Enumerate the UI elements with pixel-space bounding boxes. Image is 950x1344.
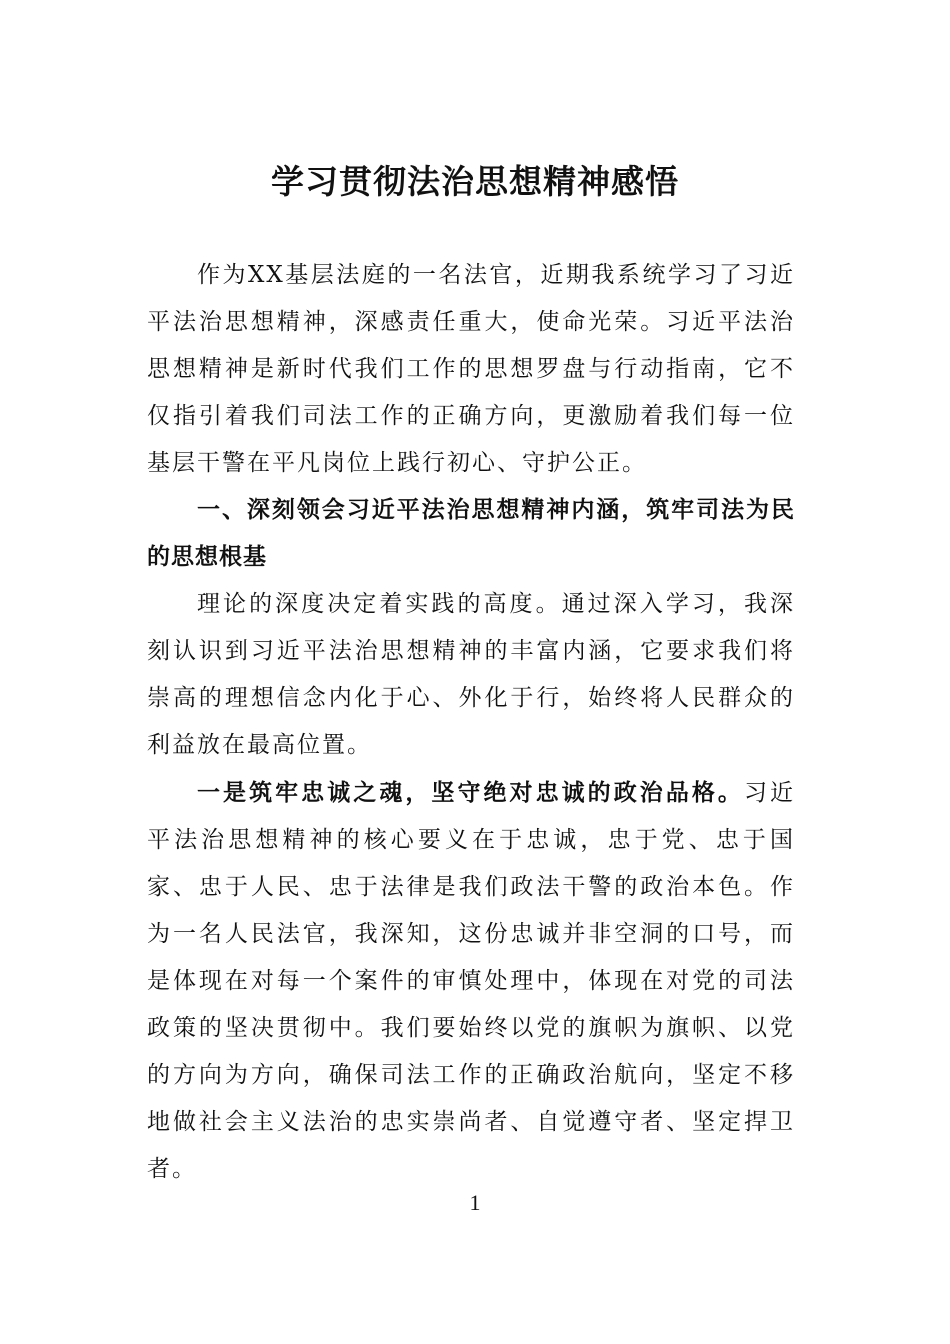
point-1-lead: 一是筑牢忠诚之魂，坚守绝对忠诚的政治品格。 [197, 779, 744, 806]
document-title: 学习贯彻法治思想精神感悟 [271, 162, 679, 201]
page-number: 1 [469, 1190, 481, 1215]
section-heading-1: 一、深刻领会习近平法治思想精神内涵，筑牢司法为民的思想根基 [147, 497, 795, 570]
point-1-body: 习近平法治思想精神的核心要义在于忠诚，忠于党、忠于国家、忠于人民、忠于法律是我们政法干警的政治本色。作为一名人民法官，我深知，这份忠诚并非空洞的口号，而是体现在对每一个案件的审慎处理中，体现在对党的司法政策的坚决贯彻中。我们要始终以党的旗帜为旗帜、以党的方向为方向，确保司法工作的正确政治航向，坚定不移地做社会主义法治的忠实崇尚者、自觉遵守者、坚定捍卫者。 [147, 780, 796, 1182]
theory-paragraph: 理论的深度决定着实践的高度。通过深入学习，我深刻认识到习近平法治思想精神的丰富内涵，它要求我们将崇高的理想信念内化于心、外化于行，始终将人民群众的利益放在最高位置。 [147, 591, 795, 758]
document-body [147, 252, 795, 1193]
point-1-paragraph [147, 769, 795, 1193]
intro-paragraph: 作为XX基层法庭的一名法官，近期我系统学习了习近平法治思想精神，深感责任重大，使命光荣。习近平法治思想精神是新时代我们工作的思想罗盘与行动指南，它不仅指引着我们司法工作的正确方向，更激励着我们每一位基层干警在平凡岗位上践行初心、守护公正。 [147, 262, 795, 476]
